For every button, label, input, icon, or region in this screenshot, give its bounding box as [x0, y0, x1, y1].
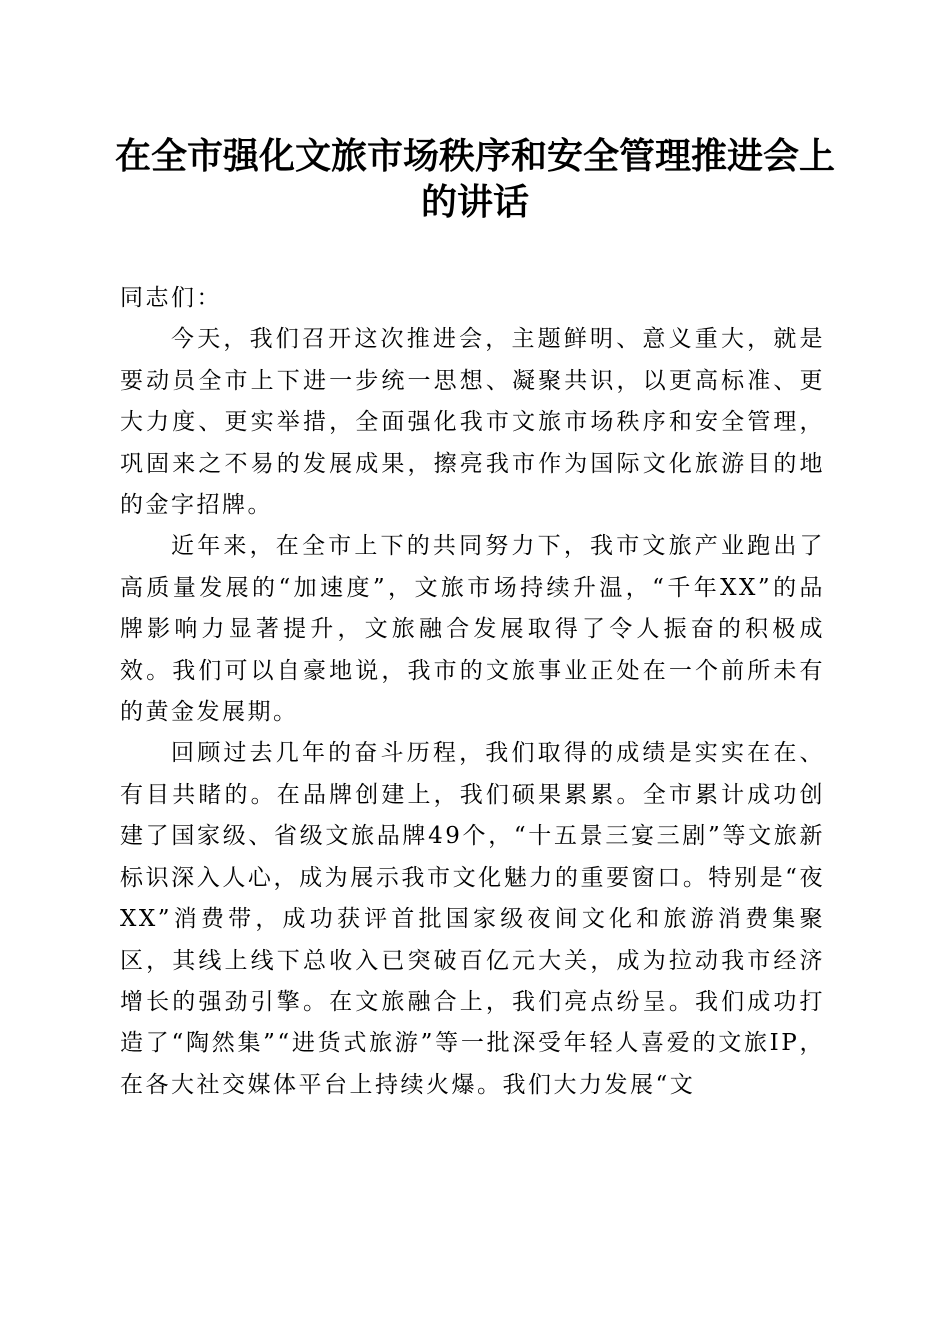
paragraph: 近年来，在全市上下的共同努力下，我市文旅产业跑出了高质量发展的“加速度”，文旅市场持续升温，“千年XX”的品牌影响力显著提升，文旅融合发展取得了令人振奋的积极成效。我们可以自豪地说，我市的文旅事业正处在一个前所未有的黄金发展期。: [120, 533, 826, 726]
document-body: [120, 278, 825, 1106]
salutation: 同志们：: [120, 285, 222, 311]
document-title: 在全市强化文旅市场秩序和安全管理推进会上的讲话: [114, 135, 835, 223]
paragraph: 今天，我们召开这次推进会，主题鲜明、意义重大，就是要动员全市上下进一步统一思想、凝聚共识，以更高标准、更大力度、更实举措，全面强化我市文旅市场秩序和安全管理，巩固来之不易的发展成果，擦亮我市作为国际文化旅游目的地的金字招牌。: [120, 326, 825, 519]
paragraph: 回顾过去几年的奋斗历程，我们取得的成绩是实实在在、有目共睹的。在品牌创建上，我们硕果累累。全市累计成功创建了国家级、省级文旅品牌49个，“十五景三宴三剧”等文旅新标识深入人心，成为展示我市文化魅力的重要窗口。特别是“夜XX”消费带，成功获评首批国家级夜间文化和旅游消费集聚区，其线上线下总收入已突破百亿元大关，成为拉动我市经济增长的强劲引擎。在文旅融合上，我们亮点纷呈。我们成功打造了“陶然集”“进货式旅游”等一批深受年轻人喜爱的文旅IP，在各大社交媒体平台上持续火爆。我们大力发展“文: [120, 740, 825, 1098]
